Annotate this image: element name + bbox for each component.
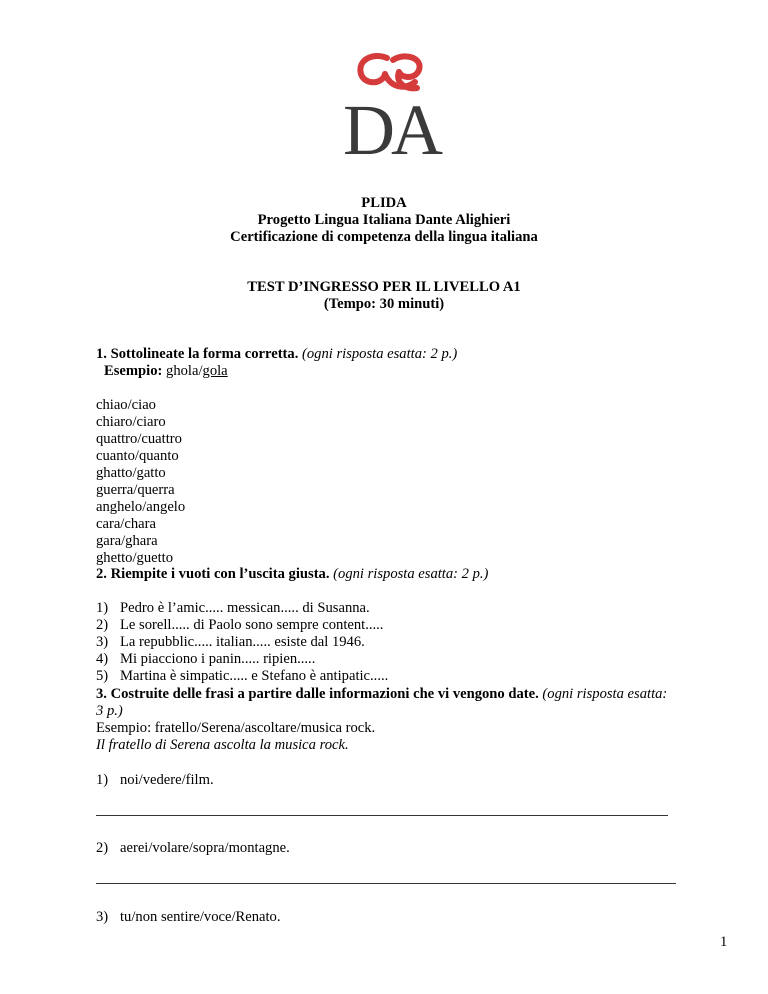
list-item: ghetto/guetto bbox=[96, 550, 174, 566]
list-item bbox=[96, 651, 388, 668]
section1-list bbox=[96, 397, 185, 567]
section1-heading: 1. Sottolineate la forma corretta. bbox=[96, 346, 299, 362]
item-text: noi/vedere/film. bbox=[120, 772, 214, 788]
example-correct: gola bbox=[202, 363, 228, 379]
list-item bbox=[96, 600, 388, 617]
item-number: 3) bbox=[96, 634, 109, 650]
item-number: 1) bbox=[96, 772, 109, 788]
test-title: TEST D’INGRESSO PER IL LIVELLO A1 bbox=[247, 279, 521, 295]
item-number: 1) bbox=[96, 600, 109, 616]
list-item: cara/chara bbox=[96, 516, 156, 532]
section1-score: (ogni risposta esatta: 2 p.) bbox=[302, 346, 458, 362]
section3-example: Esempio: fratello/Serena/ascoltare/musica rock. bbox=[96, 720, 376, 736]
list-item bbox=[96, 634, 388, 651]
item-number: 3) bbox=[96, 909, 109, 925]
page-number: 1 bbox=[720, 934, 728, 950]
list-item: guerra/querra bbox=[96, 482, 175, 498]
list-item: chiaro/ciaro bbox=[96, 414, 166, 430]
org-name: PLIDA bbox=[361, 195, 407, 211]
section3-header bbox=[96, 686, 696, 754]
section2-list bbox=[96, 600, 388, 685]
item-text: aerei/volare/sopra/montagne. bbox=[120, 840, 290, 856]
dante-alighieri-logo bbox=[335, 50, 447, 162]
example-wrong: ghola/ bbox=[166, 363, 203, 379]
list-item: quattro/cuattro bbox=[96, 431, 182, 447]
section3-item-1 bbox=[96, 772, 214, 789]
item-text: Le sorell..... di Paolo sono sempre content..... bbox=[120, 617, 384, 633]
section3-heading: 3. Costruite delle frasi a partire dalle informazioni che vi vengono date. bbox=[96, 686, 539, 702]
list-item: gara/ghara bbox=[96, 533, 158, 549]
list-item: chiao/ciao bbox=[96, 397, 156, 413]
item-text: Martina è simpatic..... e Stefano è antipatic..... bbox=[120, 668, 389, 684]
list-item: anghelo/angelo bbox=[96, 499, 186, 515]
section1-header bbox=[96, 346, 457, 363]
section1-example bbox=[104, 363, 228, 380]
section3-example-answer: Il fratello di Serena ascolta la musica rock. bbox=[96, 737, 349, 753]
item-number: 2) bbox=[96, 840, 109, 856]
section2-header bbox=[96, 566, 488, 583]
example-label: Esempio: bbox=[104, 363, 163, 379]
list-item: cuanto/quanto bbox=[96, 448, 179, 464]
section2-heading: 2. Riempite i vuoti con l’uscita giusta. bbox=[96, 566, 330, 582]
test-time: (Tempo: 30 minuti) bbox=[323, 296, 445, 312]
list-item bbox=[96, 668, 388, 685]
item-number: 4) bbox=[96, 651, 109, 667]
section3-score: (ogni risposta esatta: bbox=[542, 686, 668, 702]
list-item: ghatto/gatto bbox=[96, 465, 166, 481]
certification-name: Certificazione di competenza della lingua italiana bbox=[230, 229, 538, 245]
answer-line[interactable] bbox=[96, 815, 668, 816]
section3-score-cont: 3 p.) bbox=[96, 703, 123, 719]
answer-line[interactable] bbox=[96, 883, 676, 884]
project-name: Progetto Lingua Italiana Dante Alighieri bbox=[257, 212, 511, 228]
item-text: Mi piacciono i panin..... ripien..... bbox=[120, 651, 316, 667]
svg-text:DA: DA bbox=[343, 90, 439, 162]
item-text: La repubblic..... italian..... esiste dal 1946. bbox=[120, 634, 365, 650]
list-item bbox=[96, 617, 388, 634]
item-text: Pedro è l’amic..... messican..... di Susanna. bbox=[120, 600, 370, 616]
section3-item-2 bbox=[96, 840, 290, 857]
item-number: 5) bbox=[96, 668, 109, 684]
item-text: tu/non sentire/voce/Renato. bbox=[120, 909, 281, 925]
section2-score: (ogni risposta esatta: 2 p.) bbox=[333, 566, 489, 582]
section3-item-3 bbox=[96, 909, 281, 926]
item-number: 2) bbox=[96, 617, 109, 633]
